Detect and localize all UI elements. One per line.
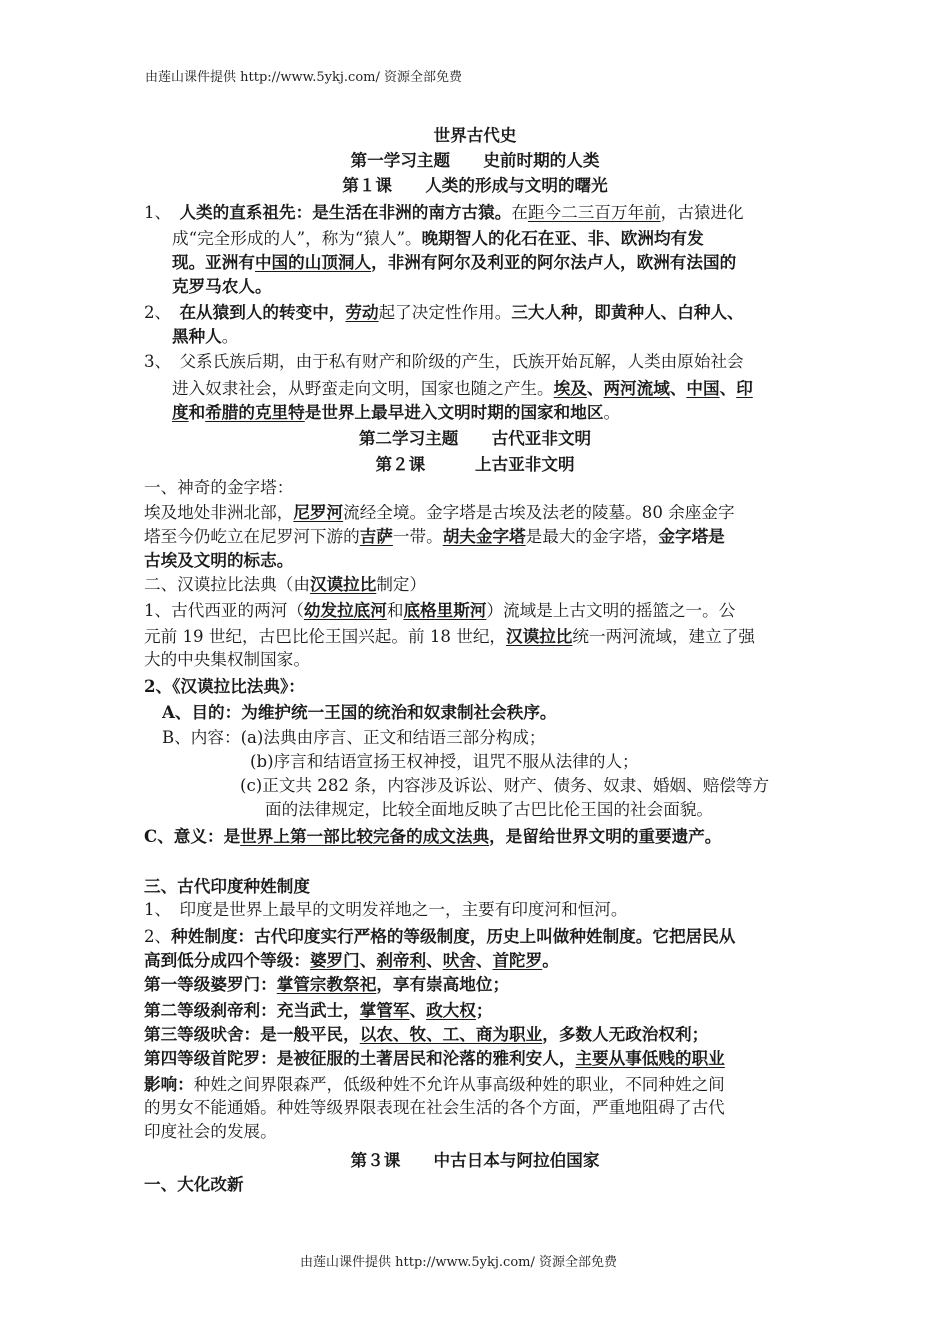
text-line [144,476,824,500]
text-line [144,350,824,374]
text-line [162,700,824,724]
text-run: 三、古代印度种姓制度 [144,876,310,896]
header-note: 由莲山课件提供 http://www.5ykj.com/ 资源全部免费 [145,70,462,85]
text-run: 现。亚洲有 [172,252,255,272]
text-run: 起了决定性作用。 [378,303,512,322]
text-line [144,898,824,922]
text-run: 是最大的金字塔， [525,527,659,546]
text-run: 一、神奇的金字塔： [144,478,294,497]
text-run: 在 [511,203,528,222]
underlined-term: 距今二三百万年前 [527,203,661,222]
text-run: 第一学习主题 史前时期的人类 [350,150,600,170]
text-run: 成“完全形成的人”，称为“猿人”。 [172,229,422,248]
text-run: 在从猿到人的转变中， [179,302,346,322]
text-line [240,774,824,798]
underlined-term: 埃及 [553,378,587,398]
text-line [144,972,824,996]
text-run: C、意义：是 [144,826,241,846]
text-run: ，享有崇高地位； [376,974,510,994]
text-run: 高到低分成四个等级： [144,950,310,970]
text-run: 克罗马农人。 [172,276,272,296]
section-heading [0,452,950,476]
text-run: 元前 19 世纪，古巴比伦王国兴起。前 18 世纪， [144,627,507,646]
section-heading [0,173,950,197]
text-run: (b)序言和结语宣扬王权神授，诅咒不服从法律的人； [250,752,639,771]
text-run: ，非洲有阿尔及利亚的阿尔法卢人，欧洲有法国的 [371,252,737,272]
text-run: ，是留给世界文明的重要遗产。 [489,826,722,846]
text-run: ，古猿进化 [660,203,744,222]
text-run: 古埃及文明的标志。 [144,550,294,570]
text-run: 2、 [144,927,172,946]
text-line [144,1072,824,1096]
text-run: 。 [603,403,621,422]
text-run: 印度社会的发展。 [144,1122,277,1141]
text-run: B、内容：(a)法典由序言、正文和结语三部分构成； [162,728,546,747]
underlined-term: 印 [736,378,753,398]
text-run: 塔至今仍屹立在尼罗河下游的 [144,527,360,546]
text-line [144,572,824,596]
text-line [144,624,824,648]
underlined-term: 首陀罗 [492,950,543,970]
text-run: 种姓制度：古代印度实行严格的等级制度，历史上叫做种姓制度。它把居民从 [171,926,736,946]
text-run: 2、 [144,303,180,322]
text-line [144,998,824,1022]
section-heading [0,123,950,147]
section-heading [0,148,950,172]
text-run: 晚期智人的化石在亚、非、欧洲均有发 [421,228,704,248]
text-line [250,750,824,774]
text-run: 面的法律规定，比较全面地反映了古巴比伦王国的社会面貌。 [265,800,714,819]
underlined-term: 两河流域 [603,378,670,398]
text-line [144,200,824,224]
text-line [144,850,824,874]
text-line [144,948,824,972]
text-line [172,400,824,424]
text-run: 、 [669,378,687,398]
text-run: 影响： [144,1074,194,1094]
text-line [144,1120,824,1144]
underlined-term: 中国的山顶洞人 [254,252,372,272]
text-run: 、 [409,1000,427,1020]
text-line [172,376,824,400]
text-line [144,1022,824,1046]
text-line [144,674,824,698]
text-line [172,274,824,298]
text-run: ，多数人无政治权利； [542,1024,709,1044]
text-line [144,500,824,524]
underlined-term: 掌管军 [359,1000,410,1020]
text-run: 第四等级首陀罗：是被征服的土著居民和沦落的雅利安人， [144,1048,576,1068]
text-run: 一带。 [392,527,443,546]
text-run: 第二等级刹帝利：充当武士， [144,1000,360,1020]
underlined-term: 劳动 [345,302,379,322]
text-run: 1、 [144,203,180,222]
text-run: 一、大化改新 [144,1174,244,1194]
text-run: 第３课 中古日本与阿拉伯国家 [350,1150,600,1170]
text-run: 和 [386,601,404,620]
text-run: 是世界上最早进入文明时期的国家和地区 [304,402,604,422]
underlined-term: 度 [172,402,189,422]
footer-note: 由莲山课件提供 http://www.5ykj.com/ 资源全部免费 [300,1255,617,1270]
text-run: 第１课 人类的形成与文明的曙光 [342,175,608,195]
text-run: 第一等级婆罗门： [144,974,277,994]
underlined-term: 吠舍 [442,950,476,970]
text-run: 流经全境。金字塔是古埃及法老的陵墓。80 余座金字 [343,503,735,522]
text-run: 二、汉谟拉比法典（由 [144,575,310,594]
text-line [172,226,824,250]
underlined-term: 主要从事低贱的职业 [575,1048,725,1068]
text-run: ）流域是上古文明的摇篮之一。公 [486,601,736,620]
text-run: 世界古代史 [433,125,517,145]
underlined-term: 刹帝利 [376,950,427,970]
underlined-term: 以农、牧、工、商为职业 [359,1024,543,1044]
text-run: 制定） [376,575,427,594]
text-run: 的男女不能通婚。种姓等级界限表现在社会生活的各个方面，严重地阻碍了古代 [144,1098,725,1117]
text-run: A、目的：为维护统一王国的统治和奴隶制社会秩序。 [162,702,557,722]
text-run: 。 [542,950,559,970]
text-run: 、 [719,378,737,398]
underlined-term: 掌管宗教祭祀 [276,974,377,994]
text-line [144,824,824,848]
text-line [144,874,824,898]
text-line [172,324,824,348]
text-run: 和 [188,402,206,422]
text-run: 第三等级吠舍：是一般平民， [144,1024,360,1044]
underlined-term: 吉萨 [359,526,393,546]
text-run: 统一两河流域，建立了强 [572,627,755,646]
text-line [172,250,824,274]
text-run: 进入奴隶社会，从野蛮走向文明，国家也随之产生。 [172,379,554,398]
text-run: 第二学习主题 古代亚非文明 [358,428,592,448]
text-run: 2、《汉谟拉比法典》： [144,676,305,696]
underlined-term: 中国 [686,378,720,398]
underlined-term: 世界上第一部比较完备的成文法典 [240,826,490,846]
text-run: ； [475,1000,493,1020]
text-line [144,524,824,548]
text-run: 第２课 上古亚非文明 [375,454,575,474]
text-line [144,1172,824,1196]
text-run: 。 [221,327,239,346]
text-run: 1、 印度是世界上最早的文明发祥地之一，主要有印度河和恒河。 [144,900,628,919]
text-run: 大的中央集权制国家。 [144,650,310,669]
underlined-term: 底格里斯河 [403,600,487,620]
text-run: 三大人种，即黄种人、白种人、 [511,302,744,322]
text-line [144,598,824,622]
section-heading [0,426,950,450]
text-run: 种姓之间界限森严，低级种姓不允许从事高级种姓的职业，不同种姓之间 [193,1075,725,1094]
underlined-term: 政大权 [426,1000,476,1020]
text-run: 、 [359,950,377,970]
text-run: 1、古代西亚的两河（ [144,601,304,620]
text-run: 、 [426,950,443,970]
text-run: 3、 父系氏族后期，由于私有财产和阶级的产生，氏族开始瓦解，人类由原始社会 [144,352,744,371]
underlined-term: 幼发拉底河 [303,600,387,620]
section-heading [0,1148,950,1172]
text-line [144,1046,824,1070]
underlined-term: 汉谟拉比 [506,626,573,646]
underlined-term: 胡夫金字塔 [442,526,526,546]
text-run: 、 [586,378,604,398]
underlined-term: 汉谟拉比 [309,574,377,594]
text-run: 黑种人 [172,326,222,346]
text-line [162,726,824,750]
text-run: 金字塔是 [658,526,725,546]
underlined-term: 婆罗门 [309,950,360,970]
text-line [144,648,824,672]
text-run: 人类的直系祖先：是生活在非洲的南方古猿。 [179,202,512,222]
text-line [265,798,824,822]
text-line [144,1096,824,1120]
text-run: 、 [475,950,493,970]
underlined-term: 希腊的克里特 [205,402,305,422]
text-run: 埃及地处非洲北部， [144,503,294,522]
text-run: (c)正文共 282 条，内容涉及诉讼、财产、债务、奴隶、婚姻、赔偿等方 [240,776,770,795]
underlined-term: 尼罗河 [293,502,344,522]
text-line [144,924,824,948]
text-line [144,300,824,324]
text-line [144,548,824,572]
